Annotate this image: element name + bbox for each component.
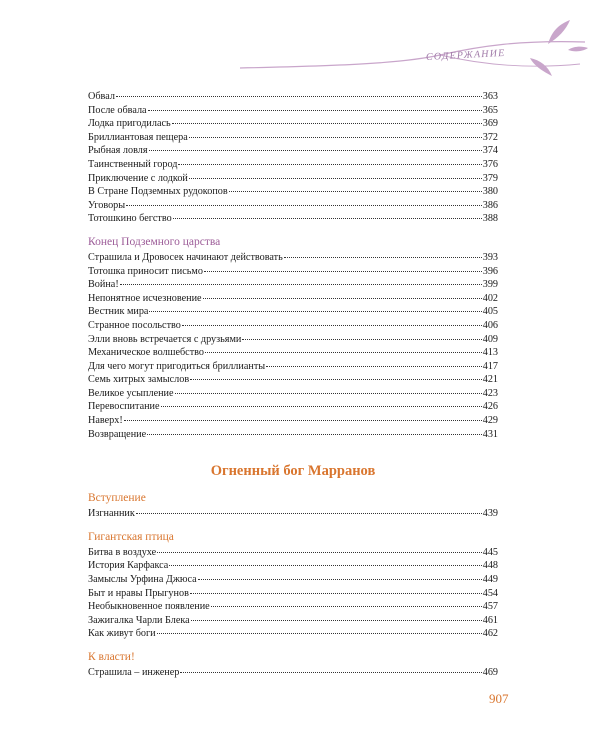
toc-entry <box>88 90 498 104</box>
toc-entry-page: 409 <box>482 333 498 345</box>
toc-entry <box>88 414 498 428</box>
vine-ornament-icon <box>0 0 600 80</box>
toc-entry-title: Тотошкино бегство <box>88 213 172 225</box>
toc-entry-page: 376 <box>482 158 498 170</box>
dot-leader <box>189 137 482 138</box>
toc-entry-page: 369 <box>482 118 498 130</box>
toc-entry-title: Обвал <box>88 91 115 102</box>
running-header <box>0 0 600 80</box>
toc-entry <box>88 559 498 573</box>
dot-leader <box>136 513 482 514</box>
toc-entry-title: Быт и нравы Прыгунов <box>88 587 189 599</box>
toc-entry <box>88 428 498 442</box>
toc-entry <box>88 172 498 186</box>
toc-entry-page: 406 <box>482 319 498 331</box>
dot-leader <box>284 257 482 258</box>
dot-leader <box>126 205 482 206</box>
toc-group-3 <box>88 507 498 521</box>
toc-entry-page: 365 <box>482 104 498 116</box>
toc-entry-title: Вестник мира <box>88 306 149 318</box>
page-number: 907 <box>489 691 509 706</box>
toc-entry-page: 388 <box>482 213 498 225</box>
toc-entry-page: 454 <box>482 587 498 599</box>
toc-entry <box>88 305 498 319</box>
dot-leader <box>203 298 482 299</box>
dot-leader <box>211 606 482 607</box>
toc-entry-page: 413 <box>482 347 498 359</box>
toc-entry-title: Уговоры <box>88 199 126 211</box>
section-title: Конец Подземного царства <box>88 235 221 248</box>
toc-entry-page: 461 <box>482 614 498 626</box>
section-title: Вступление <box>88 492 146 505</box>
toc-entry <box>88 400 498 414</box>
toc-group-4 <box>88 546 498 641</box>
toc-entry-page: 386 <box>482 199 498 211</box>
toc-entry-title: Как живут боги <box>88 628 156 640</box>
toc-entry-page: 396 <box>482 265 498 277</box>
toc-entry <box>88 144 498 158</box>
dot-leader <box>190 379 482 380</box>
toc-entry-title: Зажигалка Чарли Блека <box>88 614 190 626</box>
toc-entry-page: 449 <box>482 574 498 586</box>
toc-entry <box>88 360 498 374</box>
dot-leader <box>229 191 482 192</box>
toc-entry-page: 426 <box>482 401 498 413</box>
dot-leader <box>175 393 482 394</box>
toc-entry-page: 405 <box>482 306 498 318</box>
toc-entry <box>88 158 498 172</box>
dot-leader <box>190 593 482 594</box>
dot-leader <box>198 579 482 580</box>
dot-leader <box>147 434 482 435</box>
toc-entry <box>88 507 498 521</box>
dot-leader <box>242 339 481 340</box>
toc-entry-page: 448 <box>482 560 498 572</box>
dot-leader <box>178 164 481 165</box>
dot-leader <box>124 420 482 421</box>
toc-entry-title: Возвращение <box>88 428 147 440</box>
toc-entry-page: 402 <box>482 292 498 304</box>
toc-entry <box>88 373 498 387</box>
toc-entry-page: 399 <box>482 279 498 291</box>
running-header-title: СОДЕРЖАНИЕ <box>425 47 506 63</box>
section-title: Гигантская птица <box>88 530 174 543</box>
toc-entry-page: 462 <box>482 628 498 640</box>
toc-entry-title: Перевоспитание <box>88 401 160 413</box>
toc-entry-title: История Карфакса <box>88 560 169 572</box>
toc-entry <box>88 292 498 306</box>
toc-entry-page: 374 <box>482 145 498 157</box>
dot-leader <box>204 271 482 272</box>
toc-entry-title: Семь хитрых замыслов <box>88 374 190 386</box>
toc-entry-title: Для чего могут пригодиться бриллианты <box>88 360 266 372</box>
toc-entry <box>88 265 498 279</box>
toc-entry <box>88 117 498 131</box>
toc-entry <box>88 627 498 641</box>
toc-entry-title: Наверх! <box>88 415 123 427</box>
toc-entry-title: В Стране Подземных рудокопов <box>88 186 228 198</box>
toc-entry-title: Война! <box>88 279 119 291</box>
toc-entry <box>88 546 498 560</box>
toc-entry <box>88 346 498 360</box>
toc-entry-page: 445 <box>482 546 498 558</box>
toc-entry <box>88 131 498 145</box>
toc-entry-page: 439 <box>482 508 498 520</box>
toc-entry-page: 421 <box>482 374 498 386</box>
dot-leader <box>116 96 482 97</box>
toc-entry-title: Тотошка приносит письмо <box>88 265 203 277</box>
toc-entry <box>88 104 498 118</box>
toc-entry-title: Замыслы Урфина Джюса <box>88 574 197 586</box>
toc-entry-title: Элли вновь встречается с друзьями <box>88 333 242 345</box>
dot-leader <box>205 352 482 353</box>
toc-entry <box>88 319 498 333</box>
toc-entry-title: Страшила и Дровосек начинают действовать <box>88 251 283 263</box>
toc-entry-title: Страшила – инженер <box>88 667 180 678</box>
toc-entry-page: 423 <box>482 387 498 399</box>
dot-leader <box>157 633 482 634</box>
toc-entry-title: После обвала <box>88 104 147 116</box>
toc-entry <box>88 666 498 680</box>
dot-leader <box>180 672 481 673</box>
toc-entry <box>88 251 498 265</box>
toc-entry-page: 380 <box>482 186 498 198</box>
toc-entry-title: Изгнанник <box>88 508 135 520</box>
toc-entry-page: 363 <box>482 91 498 102</box>
dot-leader <box>173 218 482 219</box>
toc-entry <box>88 199 498 213</box>
toc-entry-title: Механическое волшебство <box>88 347 204 359</box>
toc-entry-title: Рыбная ловля <box>88 145 148 157</box>
toc-entry <box>88 212 498 226</box>
toc-entry-title: Лодка пригодилась <box>88 118 171 130</box>
toc-entry-page: 372 <box>482 131 498 143</box>
dot-leader <box>120 284 482 285</box>
toc-entry <box>88 614 498 628</box>
toc-entry <box>88 587 498 601</box>
dot-leader <box>149 311 481 312</box>
toc-entry <box>88 333 498 347</box>
dot-leader <box>182 325 482 326</box>
toc-entry-title: Необыкновенное появление <box>88 601 210 613</box>
dot-leader <box>172 123 482 124</box>
dot-leader <box>148 110 482 111</box>
toc-entry <box>88 387 498 401</box>
toc-entry-title: Битва в воздухе <box>88 546 157 558</box>
toc-entry-title: Бриллиантовая пещера <box>88 131 188 143</box>
toc-entry-title: Великое усыпление <box>88 387 174 399</box>
dot-leader <box>189 178 482 179</box>
toc-entry <box>88 600 498 614</box>
dot-leader <box>169 565 481 566</box>
toc-entry-page: 393 <box>482 251 498 263</box>
toc-entry-page: 429 <box>482 415 498 427</box>
toc-entry-title: Странное посольство <box>88 319 181 331</box>
toc-entry <box>88 573 498 587</box>
toc-entry-page: 417 <box>482 360 498 372</box>
toc-entry-page: 469 <box>482 667 498 678</box>
toc-entry-title: Таинственный город <box>88 158 178 170</box>
toc-entry-page: 379 <box>482 172 498 184</box>
toc-entry-title: Приключение с лодкой <box>88 172 188 184</box>
table-of-contents <box>88 90 498 680</box>
toc-entry-title: Непонятное исчезновение <box>88 292 202 304</box>
dot-leader <box>191 620 482 621</box>
dot-leader <box>161 406 482 407</box>
toc-entry <box>88 185 498 199</box>
toc-entry <box>88 278 498 292</box>
dot-leader <box>266 366 482 367</box>
toc-group-2 <box>88 251 498 441</box>
dot-leader <box>157 552 482 553</box>
toc-entry-page: 457 <box>482 601 498 613</box>
toc-entry-page: 431 <box>482 428 498 440</box>
toc-group-1 <box>88 90 498 226</box>
toc-group-5 <box>88 666 498 680</box>
dot-leader <box>149 150 482 151</box>
section-title: К власти! <box>88 651 135 663</box>
part-title: Огненный бог Марранов <box>210 463 376 480</box>
